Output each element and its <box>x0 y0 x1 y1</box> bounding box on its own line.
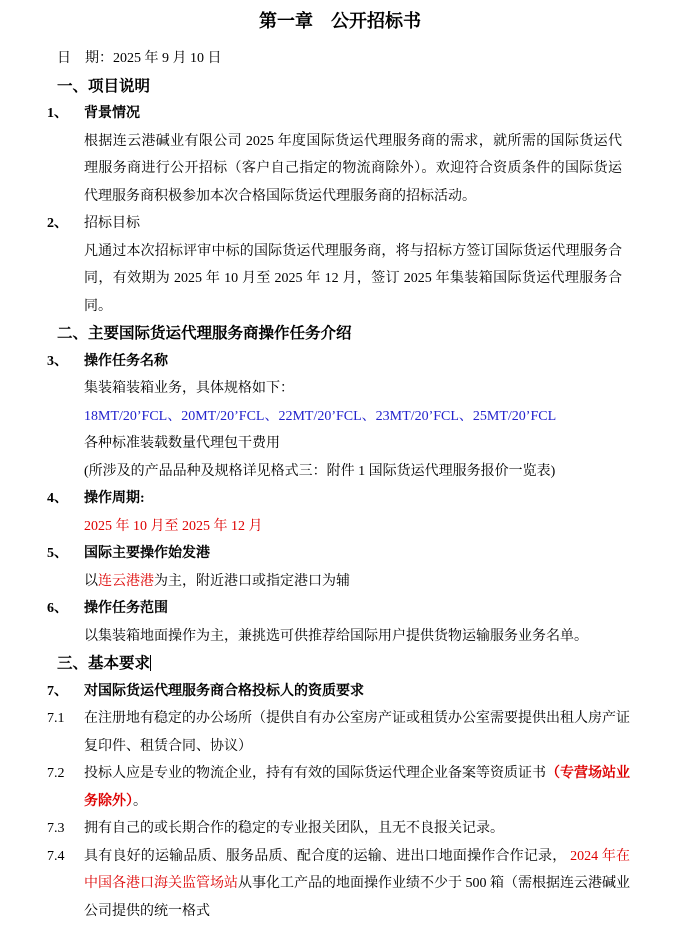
date-line: 日 期：2025 年 9 月 10 日 <box>57 45 680 73</box>
item-7-heading <box>47 678 630 706</box>
item-5-body-prefix: 以 <box>84 574 98 589</box>
item-4-title: 操作周期: <box>84 485 145 513</box>
item-6-body: 以集装箱地面操作为主，兼挑选可供推荐给国际用户提供货物运输服务业务名单。 <box>84 623 622 651</box>
item-7-4-body-end: 从事化工产品的地面操作业绩不少于 500 箱（需根据连云港碱业公司提供的统一格式 <box>84 876 630 919</box>
item-5-body <box>84 568 622 596</box>
item-7-3-number: 7.3 <box>47 815 84 843</box>
item-4-period: 2025 年 10 月至 2025 年 12 月 <box>84 513 622 541</box>
item-7-4-body <box>84 843 630 925</box>
item-3-number: 3、 <box>47 348 84 376</box>
item-3-title: 操作任务名称 <box>84 348 168 376</box>
item-3-line1: 集装箱装箱业务，具体规格如下： <box>84 375 622 403</box>
section-heading-3 <box>57 650 680 678</box>
item-6-title: 操作任务范围 <box>84 595 168 623</box>
item-6-number: 6、 <box>47 595 84 623</box>
item-7-2-row <box>47 760 630 815</box>
item-7-3-body: 拥有自己的或长期合作的稳定的专业报关团队，且无不良报关记录。 <box>84 815 630 843</box>
section-heading-3-text: 三、基本要求 <box>57 655 150 672</box>
item-7-2-body-end: 。 <box>133 794 147 809</box>
item-7-3-row <box>47 815 630 843</box>
item-7-4-body-red: 2024 年在中国各港口海关监管场站 <box>84 849 630 892</box>
item-5-heading <box>47 540 630 568</box>
section-heading-2: 二、主要国际货运代理服务商操作任务介绍 <box>57 320 680 348</box>
item-7-1-body: 在注册地有稳定的办公场所（提供自有办公室房产证或租赁办公室需要提供出租人房产证复印件、租赁合同、协议） <box>84 705 630 760</box>
item-7-4-body-black: 具有良好的运输品质、服务品质、配合度的运输、进出口地面操作合作记录， <box>84 849 566 864</box>
item-7-number: 7、 <box>47 678 84 706</box>
item-2-body: 凡通过本次招标评审中标的国际货运代理服务商，将与招标方签订国际货运代理服务合同，有效期为 2025 年 10 月至 2025 年 12 月，签订 2025 年集装箱国际货运代理服务合同。 <box>84 238 622 321</box>
item-4-number: 4、 <box>47 485 84 513</box>
item-3-line3: 各种标准装载数量代理包干费用 <box>84 430 622 458</box>
item-7-2-body-red: （专营场站业务除外） <box>84 766 630 809</box>
item-7-2-body <box>84 760 630 815</box>
document-title: 第一章 公开招标书 <box>0 0 680 36</box>
item-4-heading <box>47 485 630 513</box>
item-1-title: 背景情况 <box>84 100 140 128</box>
item-5-number: 5、 <box>47 540 84 568</box>
item-5-port-name: 连云港港 <box>98 574 154 589</box>
item-1-number: 1、 <box>47 100 84 128</box>
item-3-container-specs: 18MT/20’FCL、20MT/20’FCL、22MT/20’FCL、23MT/20’FCL、25MT/20’FCL <box>84 403 622 431</box>
text-cursor <box>150 655 151 671</box>
item-6-heading <box>47 595 630 623</box>
item-5-title: 国际主要操作始发港 <box>84 540 210 568</box>
item-7-2-number: 7.2 <box>47 760 84 815</box>
item-2-number: 2、 <box>47 210 84 238</box>
item-3-line4: (所涉及的产品品种及规格详见格式三：附件 1 国际货运代理服务报价一览表) <box>84 458 622 486</box>
item-3-heading <box>47 348 630 376</box>
item-7-title: 对国际货运代理服务商合格投标人的资质要求 <box>84 678 364 706</box>
item-7-4-row <box>47 843 630 925</box>
item-2-heading <box>47 210 630 238</box>
item-7-1-number: 7.1 <box>47 705 84 760</box>
item-1-heading <box>47 100 630 128</box>
item-7-1-row <box>47 705 630 760</box>
section-heading-1: 一、项目说明 <box>57 73 680 101</box>
item-5-body-suffix: 为主，附近港口或指定港口为辅 <box>154 574 350 589</box>
item-7-4-number: 7.4 <box>47 843 84 925</box>
item-1-body: 根据连云港碱业有限公司 2025 年度国际货运代理服务商的需求，就所需的国际货运代理服务商进行公开招标（客户自己指定的物流商除外）。欢迎符合资质条件的国际货运代理服务商积极参加本次合格国际货运代理服务商的招标活动。 <box>84 128 622 211</box>
item-7-2-body-black: 投标人应是专业的物流企业，持有有效的国际货运代理企业备案等资质证书 <box>84 766 546 781</box>
item-2-title: 招标目标 <box>84 210 140 238</box>
